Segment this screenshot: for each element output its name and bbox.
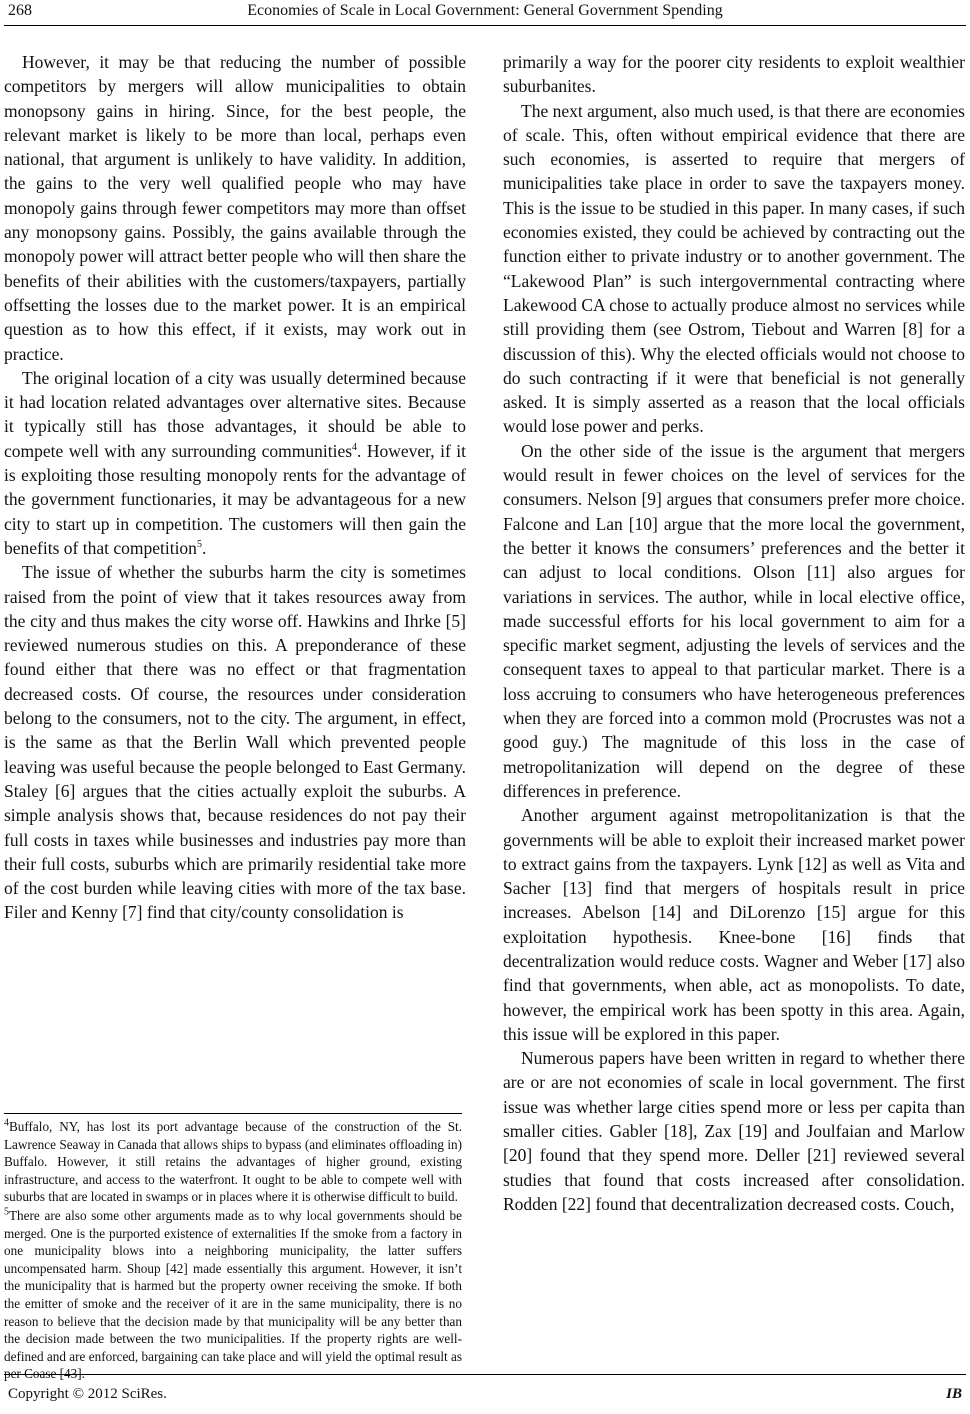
footnote: $^4$Buffalo, NY, has lost its port advantage because of the construction of the St. Lawrence Seaway in Canada that allows ships to bypass (and eliminates offloading in) Buffalo. However, it still retains the advantages of higher ground, existing infrastructure, and access to the waterfront. It ought to be able to compete well with suburbs that are located in swamps or in places where it is otherwise difficult to build. [4,1117,462,1205]
page-number: 268 [8,2,32,19]
copyright: Copyright © 2012 SciRes. [8,1386,167,1402]
paragraph: On the other side of the issue is the argument that mergers would result in fewer choices on the level of services for the consumers. Nelson [9] argues that consumers prefer more choice. Falcone and Lan [10] argue that the more local the government, the better it knows the consumers’ preferences and the better it can adjust to local conditions. Olson [11] also argues for variations in services. The author, while in local elective office, made successful efforts for his local government to aim for a specific market segment, adjusting the levels of services and the consequent taxes to appeal to that particular market. There is a loss accruing to consumers who have heterogeneous preferences when they are forced into a common mold (Procrustes was not a good guy.) The magnitude of this loss in the case of metropolitanization will depend on the degree of these differences in preference. [503,440,965,801]
right-column [503,50,965,1216]
paragraph: The issue of whether the suburbs harm the city is sometimes raised from the point of view that it takes resources away from the city and thus makes the city worse off. Hawkins and Ihrke [5] reviewed numerous studies on this. A preponderance of these found either that there was no effect or that fragmentation decreased costs. Of course, the resources under consideration belong to the consumers, not to the city. The argument, in effect, is the same as that the Berlin Wall which prevented people leaving was useful because the people belonged to East Germany. Staley [6] argues that the cities actually exploit the suburbs. A simple analysis shows that, because residences do not pay their full costs in taxes while businesses and industries pay more than their full costs, suburbs which are primarily residential take more of the cost burden while leaving cities with more of the tax base. Filer and Kenny [7] find that city/county consolidation is [4,562,466,923]
paragraph: However, it may be that reducing the number of possible competitors by mergers will allow municipalities to obtain monopsony gains in hiring. Since, for the best people, the relevant market is likely to be more than local, perhaps even national, that argument is unlikely to have validity. In addition, the gains to the very well qualified people who may have monopoly gains through fewer competitors may more than offset any monopsony gains. Possibly, the gains available through the monopoly power will attract better people who will then share the benefits of their abilities with the customers/taxpayers, partially offsetting the losses due to the market power. It is an empirical question as to how this effect, if it exists, may work out in practice. [4,52,466,364]
paragraph: The next argument, also much used, is that there are economies of scale. This, often without empirical evidence that there are such economies, is asserted to require that mergers of municipalities take place in order to save the taxpayers money. This is the issue to be studied in this paper. In many cases, if such economies existed, they could be achieved by contracting out the function either to private industry or to another government. The “Lakewood Plan” is such intergovernmental contracting where Lakewood CA chose to actually produce almost no services while still providing them (see Ostrom, Tiebout and Warren [8] for a discussion of this). Why the elected officials would not choose to do such contracting if it were that beneficial is not generally asked. It is simply asserted as a reason that the local officials would lose power and perks. [503,100,965,437]
footnote-rule [4,1113,462,1114]
running-title: Economies of Scale in Local Government: General Government Spending [247,2,723,19]
footnotes [4,1118,462,1384]
footer-rule [4,1374,966,1375]
paragraph: Another argument against metropolitanization is that the governments will be able to exploit their increased market power to extract gains from the taxpayers. Lynk [12] as well as Vita and Sacher [13] find that mergers of hospitals result in price increases. Abelson [14] and DiLorenzo [15] argue for this exploitation hypothesis. Knee-bone [16] finds that decentralization would reduce costs. Wagner and Weber [17] also find that governments, when able, act as monopolists. To date, however, the empirical work has been spotty in this area. Again, this issue will be explored in this paper. [503,805,965,1044]
footnote: $^5$There are also some other arguments made as to why local governments should be merged. One is the purported existence of externalities If the smoke from a factory in one municipality blows into a neighboring municipality, the latter suffers uncompensated harm. Shoup [42] made essentially this argument. However, it isn’t the municipality that is harmed but the property owner receiving the smoke. If both the emitter of smoke and the receiver of it are in the same municipality, there is no reason to believe that the decision made by that municipality will be any better than the decision made between the two municipalities. If the property rights are well-defined and are enforced, bargaining can take place and will yield the optimal result as per Coase [43]. [4,1206,462,1382]
header-rule [4,25,966,26]
page-footer [0,1374,970,1414]
paragraph: The original location of a city was usually determined because it had location related advantages over alternative sites. Because it typically still has those advantages, it should be able to compete well with any surrounding communities$^4$. However, if it is exploiting those resulting monopoly rents for the advantage of the government functionaries, it may be advantageous for a new city to start up in competition. The customers will then gain the benefits of that competition$^5$. [4,367,466,558]
footnote-ref: 5 [196,539,202,551]
journal-abbrev: IB [946,1386,962,1402]
paragraph: Numerous papers have been written in regard to whether there are or are not economies of scale in local government. The first issue was whether large cities spend more or less per capita than smaller cities. Gabler [18], Zax [19] and Joulfaian and Marlow [20] found that they spend more. Deller [21] reviewed several studies that found that costs increased after consolidation. Rodden [22] found that decentralization decreased costs. Couch, [503,1048,965,1214]
page-header [0,0,970,40]
footnote-marker: 5 [4,1206,9,1218]
left-column [4,50,466,925]
footnote-ref: 4 [352,441,358,453]
paragraph: primarily a way for the poorer city residents to exploit wealthier suburbanites. [503,52,965,97]
footnote-marker: 4 [4,1117,9,1129]
